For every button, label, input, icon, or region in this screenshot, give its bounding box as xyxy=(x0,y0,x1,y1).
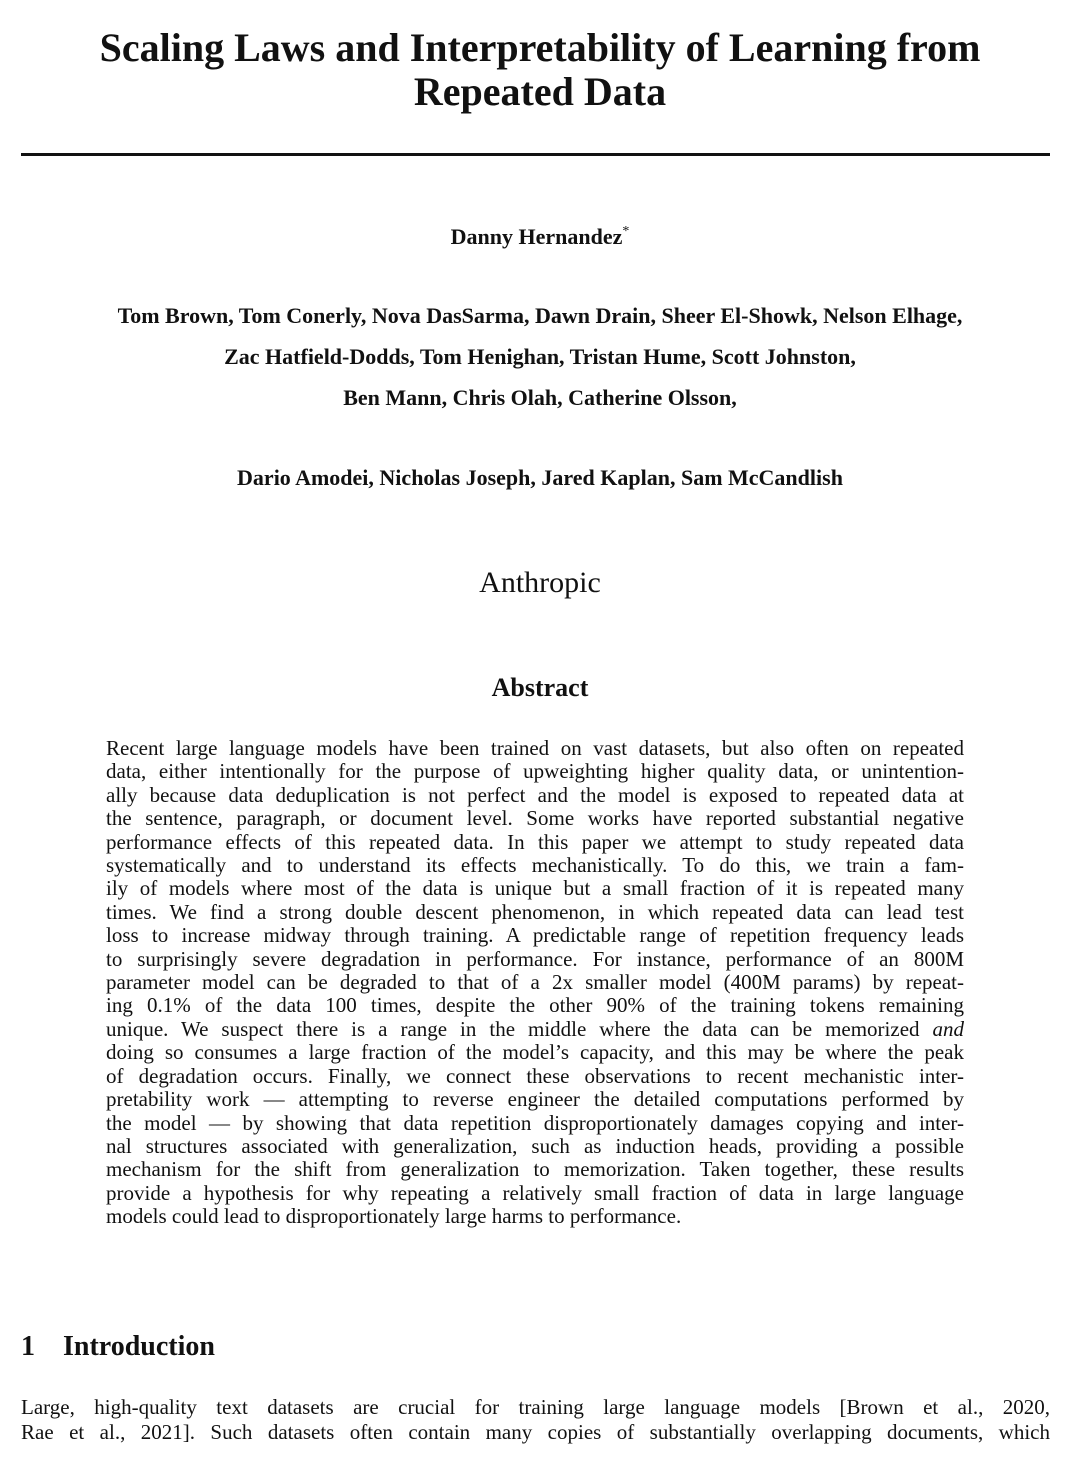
abstract-line: the sentence, paragraph, or document level. Some works have reported substantial negative xyxy=(106,806,964,831)
affiliation: Anthropic xyxy=(479,566,601,599)
abstract-line: mechanism for the shift from generalization to memorization. Taken together, these results xyxy=(106,1157,964,1182)
abstract-line: Recent large language models have been trained on vast datasets, but also often on repeated xyxy=(106,736,964,760)
abstract-line: doing so consumes a large fraction of the model’s capacity, and this may be where the peak xyxy=(106,1040,964,1065)
abstract-line: ing 0.1% of the data 100 times, despite the other 90% of the training tokens remaining xyxy=(106,993,964,1018)
lead-author xyxy=(40,224,1040,250)
abstract-line: of degradation occurs. Finally, we connect these observations to recent mechanistic inter- xyxy=(106,1063,964,1088)
title-line-1: Scaling Laws and Interpretability of Learning from xyxy=(99,25,981,70)
abstract-line xyxy=(106,1018,964,1041)
section-number: 1 xyxy=(21,1331,35,1362)
abstract-line: provide a hypothesis for why repeating a relatively small fraction of data in large language xyxy=(106,1180,964,1205)
author-line-3: Ben Mann, Chris Olah, Catherine Olsson, xyxy=(343,385,737,410)
abstract-line: to surprisingly severe degradation in performance. For instance, performance of an 800M xyxy=(106,946,964,971)
abstract-line: systematically and to understand its effects mechanistically. To do this, we train a fam- xyxy=(106,853,964,878)
abstract-line: the model — by showing that data repetition disproportionately damages copying and inter- xyxy=(106,1110,964,1135)
abstract-line: ily of models where most of the data is unique but a small fraction of it is repeated many xyxy=(106,876,964,901)
lead-author-name: Danny Hernandez xyxy=(450,224,623,249)
paper-title xyxy=(40,26,1040,114)
author-line-2: Zac Hatfield-Dodds, Tom Henighan, Tristan Hume, Scott Johnston, xyxy=(224,344,856,369)
abstract-line: nal structures associated with generalization, such as induction heads, providing a possible xyxy=(106,1133,964,1158)
introduction-body xyxy=(21,1395,1050,1445)
abstract-heading: Abstract xyxy=(491,673,589,702)
abstract-line: ally because data deduplication is not perfect and the model is exposed to repeated data at xyxy=(106,782,964,807)
abstract-emphasis: and xyxy=(932,1016,965,1041)
section-heading xyxy=(21,1331,215,1363)
senior-authors: Dario Amodei, Nicholas Joseph, Jared Kaplan, Sam McCandlish xyxy=(237,465,843,490)
intro-line: Rae et al., 2021]. Such datasets often contain many copies of substantially overlapping documents, which xyxy=(21,1420,1050,1444)
intro-line: Large, high-quality text datasets are crucial for training large language models [Brown et al., 2020, xyxy=(21,1395,1050,1419)
title-line-2: Repeated Data xyxy=(413,69,667,114)
abstract-body xyxy=(106,737,964,1229)
abstract-line: performance effects of this repeated data. In this paper we attempt to study repeated data xyxy=(106,829,964,854)
abstract-line: models could lead to disproportionately large harms to performance. xyxy=(106,1204,682,1229)
lead-author-footnote-mark: * xyxy=(622,224,630,239)
abstract-line: loss to increase midway through training. A predictable range of repetition frequency leads xyxy=(106,923,964,948)
abstract-line: pretability work — attempting to reverse engineer the detailed computations performed by xyxy=(106,1087,964,1112)
author-line-1: Tom Brown, Tom Conerly, Nova DasSarma, Dawn Drain, Sheer El-Showk, Nelson Elhage, xyxy=(117,303,963,328)
section-title: Introduction xyxy=(63,1331,215,1362)
abstract-line: times. We find a strong double descent phenomenon, in which repeated data can lead test xyxy=(106,899,964,924)
abstract-line: parameter model can be degraded to that of a 2x smaller model (400M params) by repeat- xyxy=(106,970,964,995)
abstract-line: data, either intentionally for the purpose of upweighting higher quality data, or unintention- xyxy=(106,759,964,784)
abstract-line-text: unique. We suspect there is a range in the middle where the data can be memorized xyxy=(106,1016,920,1041)
title-divider xyxy=(21,153,1050,156)
